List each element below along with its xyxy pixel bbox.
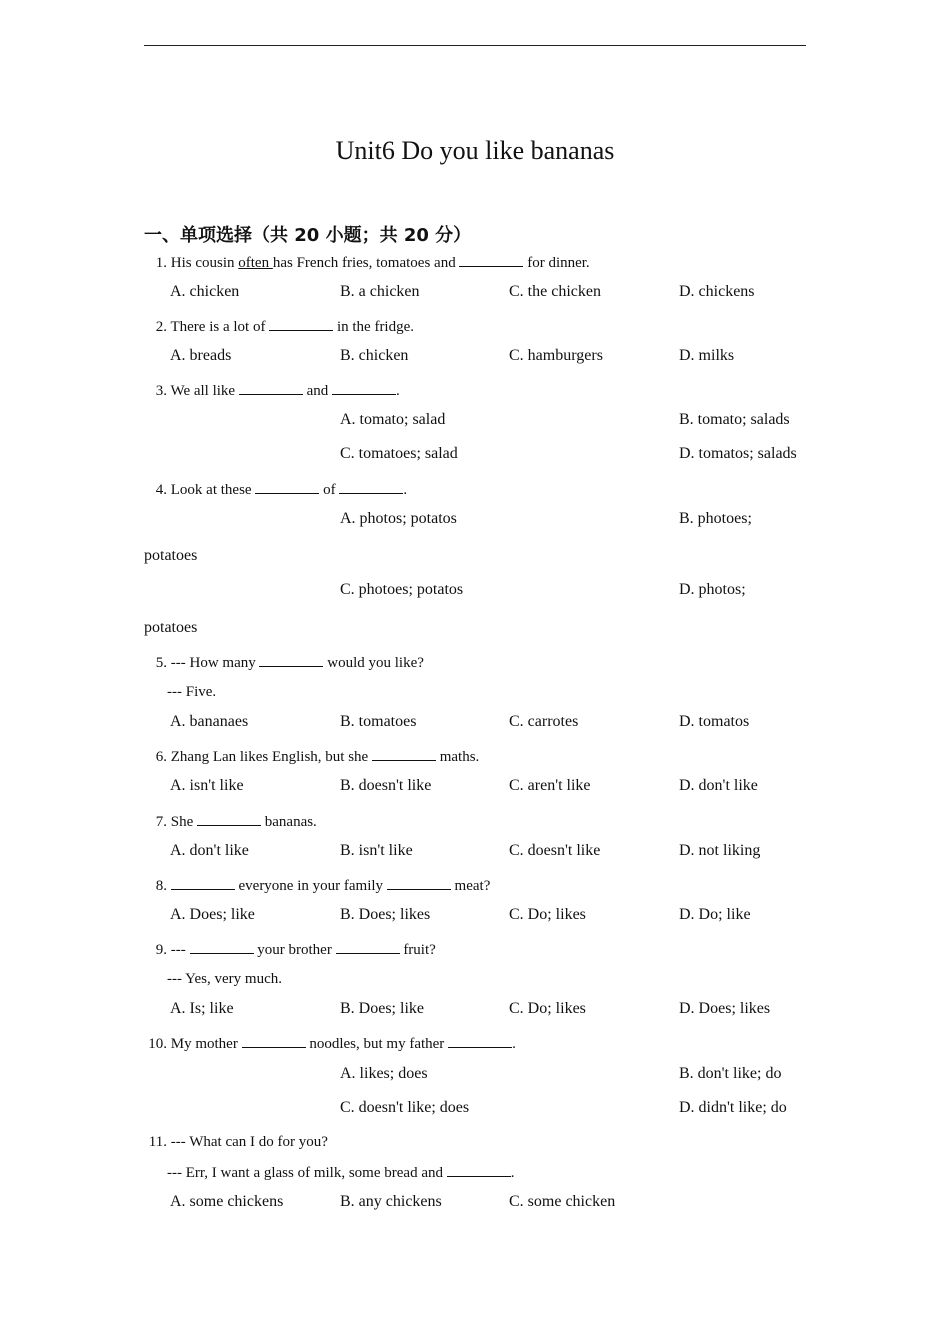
option-b: B. photoes;: [679, 510, 752, 527]
answer-blank: [336, 939, 400, 954]
option-d: D. not liking: [679, 842, 761, 859]
answer-blank: [372, 746, 436, 761]
question-text: She: [170, 814, 197, 830]
question-number: 7.: [155, 814, 167, 830]
question-number: 5.: [155, 655, 167, 671]
question-text: your brother: [253, 942, 336, 958]
question-number: 9.: [155, 942, 167, 958]
answer-blank: [339, 479, 403, 494]
question-text: .: [403, 482, 408, 498]
option-a: A. likes; does: [340, 1065, 428, 1082]
question-number: 11.: [148, 1134, 167, 1150]
option-c: C. Do; likes: [509, 1000, 586, 1017]
answer-blank: [448, 1033, 512, 1048]
option-a: A. photos; potatos: [340, 510, 457, 527]
option-d: D. photos;: [679, 581, 746, 598]
option-c: C. tomatoes; salad: [340, 445, 458, 462]
option-a: A. some chickens: [170, 1193, 284, 1210]
option-b: B. doesn't like: [340, 777, 432, 794]
dialogue-reply: --- Yes, very much.: [167, 971, 282, 987]
option-b: B. tomatoes: [340, 713, 417, 730]
question-text: maths.: [435, 749, 480, 765]
answer-blank: [387, 875, 451, 890]
question-5: [144, 652, 424, 673]
question-8: [144, 875, 490, 896]
question-text: --- How many: [170, 655, 260, 671]
question-9: [144, 939, 436, 960]
answer-blank: [269, 316, 333, 331]
question-text: My mother: [170, 1036, 242, 1052]
question-text: --- Err, I want a glass of milk, some bread and: [167, 1165, 447, 1181]
question-text: Zhang Lan likes English, but she: [170, 749, 372, 765]
option-b: B. chicken: [340, 347, 409, 364]
question-text: and: [302, 383, 333, 399]
option-d-wrap: potatoes: [144, 619, 198, 636]
question-text: bananas.: [261, 814, 317, 830]
dialogue-reply: [167, 1162, 514, 1183]
question-number: 8.: [155, 878, 167, 894]
option-b: B. don't like; do: [679, 1065, 782, 1082]
option-a: A. bananaes: [170, 713, 249, 730]
question-number: 2.: [155, 319, 167, 335]
question-text: would you like?: [323, 655, 424, 671]
option-d: D. tomatos; salads: [679, 445, 797, 462]
option-c: C. photoes; potatos: [340, 581, 464, 598]
question-text: .: [396, 383, 400, 399]
page-title: Unit6 Do you like bananas: [335, 136, 615, 165]
answer-blank: [255, 479, 319, 494]
option-c: C. doesn't like: [509, 842, 601, 859]
underlined-word: often: [238, 255, 273, 271]
question-2: [144, 316, 414, 337]
question-text: ---: [170, 942, 190, 958]
question-text: His cousin: [170, 255, 239, 271]
option-d: D. milks: [679, 347, 735, 364]
section-heading: 一、单项选择（共 20 小题；共 20 分）: [144, 225, 472, 246]
question-number: 10.: [148, 1036, 167, 1052]
option-a: A. don't like: [170, 842, 249, 859]
question-text: There is a lot of: [170, 319, 270, 335]
question-11: [144, 1132, 328, 1152]
header-rule: [144, 45, 806, 46]
option-c: C. Do; likes: [509, 906, 586, 923]
answer-blank: [447, 1162, 511, 1177]
question-3: [144, 380, 400, 401]
answer-blank: [459, 252, 523, 267]
option-d: D. didn't like; do: [679, 1099, 787, 1116]
option-c: C. hamburgers: [509, 347, 603, 364]
question-text: Look at these: [170, 482, 256, 498]
question-text: everyone in your family: [234, 878, 387, 894]
option-c: C. carrotes: [509, 713, 579, 730]
question-text: for dinner.: [523, 255, 590, 271]
option-a: A. tomato; salad: [340, 411, 446, 428]
question-4: [144, 479, 407, 500]
dialogue-reply: --- Five.: [167, 684, 217, 700]
answer-blank: [197, 811, 261, 826]
question-text: We all like: [170, 383, 239, 399]
option-c: C. doesn't like; does: [340, 1099, 470, 1116]
question-text: of: [319, 482, 340, 498]
answer-blank: [259, 652, 323, 667]
question-number: 4.: [155, 482, 167, 498]
question-number: 6.: [155, 749, 167, 765]
option-b-wrap: potatoes: [144, 547, 198, 564]
option-a: A. isn't like: [170, 777, 244, 794]
option-b: B. isn't like: [340, 842, 413, 859]
answer-blank: [190, 939, 254, 954]
option-b: B. a chicken: [340, 283, 420, 300]
question-text: .: [510, 1165, 515, 1181]
question-6: [144, 746, 479, 767]
option-c: C. the chicken: [509, 283, 601, 300]
question-text: .: [512, 1036, 516, 1052]
question-text: --- What can I do for you?: [170, 1134, 328, 1150]
option-d: D. don't like: [679, 777, 758, 794]
option-d: D. Does; likes: [679, 1000, 771, 1017]
answer-blank: [242, 1033, 306, 1048]
question-10: [144, 1033, 516, 1054]
question-text: noodles, but my father: [305, 1036, 449, 1052]
answer-blank: [171, 875, 235, 890]
question-text: in the fridge.: [333, 319, 415, 335]
option-d: D. tomatos: [679, 713, 750, 730]
option-d: D. chickens: [679, 283, 755, 300]
question-number: 1.: [155, 255, 167, 271]
option-b: B. tomato; salads: [679, 411, 790, 428]
option-b: B. Does; like: [340, 1000, 424, 1017]
option-c: C. some chicken: [509, 1193, 616, 1210]
option-a: A. Is; like: [170, 1000, 234, 1017]
question-1: [144, 252, 590, 273]
question-text: has French fries, tomatoes and: [272, 255, 460, 271]
option-b: B. any chickens: [340, 1193, 442, 1210]
answer-blank: [239, 380, 303, 395]
question-text: meat?: [450, 878, 491, 894]
question-7: [144, 811, 317, 832]
option-a: A. Does; like: [170, 906, 255, 923]
option-d: D. Do; like: [679, 906, 751, 923]
option-a: A. chicken: [170, 283, 240, 300]
answer-blank: [332, 380, 396, 395]
question-text: fruit?: [399, 942, 436, 958]
option-b: B. Does; likes: [340, 906, 431, 923]
option-a: A. breads: [170, 347, 232, 364]
question-number: 3.: [155, 383, 167, 399]
option-c: C. aren't like: [509, 777, 591, 794]
